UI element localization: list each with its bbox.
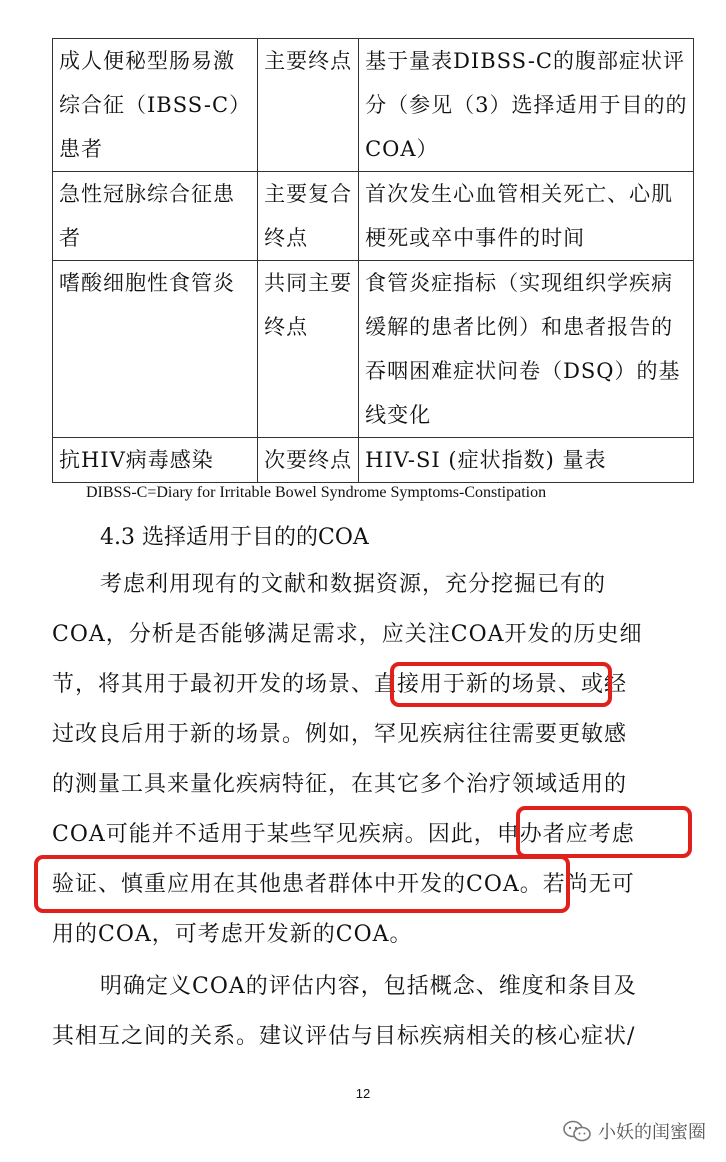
paragraph-line: COA可能并不适用于某些罕见疾病。因此，申办者应考虑 — [52, 822, 635, 847]
cell-line: 梗死或卒中事件的时间 — [365, 226, 586, 250]
section-heading: 4.3 选择适用于目的的COA — [100, 525, 369, 550]
paragraph-line: 的测量工具来量化疾病特征，在其它多个治疗领域适用的 — [52, 772, 628, 797]
cell-line: 分（参见（3）选择适用于目的的 — [365, 93, 688, 117]
population-cell — [53, 39, 258, 172]
cell-line: COA） — [365, 137, 439, 161]
population-cell — [53, 438, 258, 483]
cell-line: 食管炎症指标（实现组织学疾病 — [365, 271, 674, 295]
cell-line: 主要复合 — [264, 182, 353, 206]
paragraph-2 — [52, 962, 677, 1062]
cell-line: 吞咽困难症状问卷（DSQ）的基 — [365, 359, 681, 383]
paragraph-line: 过改良后用于新的场景。例如，罕见疾病往往需要更敏感 — [52, 722, 628, 747]
paragraph-line: 用的COA，可考虑开发新的COA。 — [52, 922, 413, 947]
measure-cell — [359, 172, 694, 261]
population-cell — [53, 261, 258, 438]
cell-line: 终点 — [264, 315, 309, 339]
endpoints-table — [52, 38, 694, 483]
paragraph-line: 明确定义COA的评估内容，包括概念、维度和条目及 — [100, 974, 637, 999]
cell-line: 患者 — [59, 137, 103, 161]
cell-line: HIV-SI (症状指数) 量表 — [365, 448, 607, 472]
measure-cell — [359, 39, 694, 172]
cell-line: 终点 — [264, 226, 309, 250]
endpoint-cell — [258, 438, 359, 483]
cell-line: 共同主要 — [264, 271, 353, 295]
highlight-box — [34, 855, 570, 913]
cell-line: 首次发生心血管相关死亡、心肌 — [365, 182, 674, 206]
measure-cell — [359, 438, 694, 483]
cell-line: 嗜酸细胞性食管炎 — [59, 271, 235, 295]
population-cell — [53, 172, 258, 261]
highlight-box — [390, 662, 612, 707]
cell-line: 成人便秘型肠易激 — [59, 49, 235, 73]
watermark-text: 小妖的闺蜜圈 — [598, 1122, 706, 1143]
endpoint-cell — [258, 39, 359, 172]
paragraph-line: 验证、慎重应用在其他患者群体中开发的COA。若尚无可 — [52, 872, 635, 897]
cell-line: 基于量表DIBSS-C的腹部症状评 — [365, 49, 685, 73]
wechat-chat-icon — [562, 1120, 592, 1142]
table-footnote: DIBSS-C=Diary for Irritable Bowel Syndrome Symptoms-Constipation — [86, 484, 547, 501]
cell-line: 者 — [59, 226, 81, 250]
page-number: 12 — [355, 1086, 371, 1101]
paragraph-line: COA，分析是否能够满足需求，应关注COA开发的历史细 — [52, 622, 643, 647]
table-row — [53, 39, 694, 172]
cell-line: 抗HIV病毒感染 — [59, 448, 214, 472]
cell-line: 急性冠脉综合征患 — [59, 182, 235, 206]
table-row — [53, 172, 694, 261]
highlight-box — [516, 806, 692, 858]
endpoint-cell — [258, 261, 359, 438]
paragraph-line: 节，将其用于最初开发的场景、直接用于新的场景、或经 — [52, 672, 628, 697]
paragraph-line: 考虑利用现有的文献和数据资源，充分挖掘已有的 — [100, 572, 607, 597]
watermark — [562, 1118, 706, 1144]
cell-line: 线变化 — [365, 403, 432, 427]
cell-line: 次要终点 — [264, 448, 353, 472]
measure-cell — [359, 261, 694, 438]
endpoint-cell — [258, 172, 359, 261]
paragraph-line: 其相互之间的关系。建议评估与目标疾病相关的核心症状/ — [52, 1024, 636, 1049]
cell-line: 缓解的患者比例）和患者报告的 — [365, 315, 674, 339]
table-row — [53, 261, 694, 438]
cell-line: 主要终点 — [264, 49, 353, 73]
cell-line: 综合征（IBSS-C） — [59, 93, 252, 117]
table-row — [53, 438, 694, 483]
